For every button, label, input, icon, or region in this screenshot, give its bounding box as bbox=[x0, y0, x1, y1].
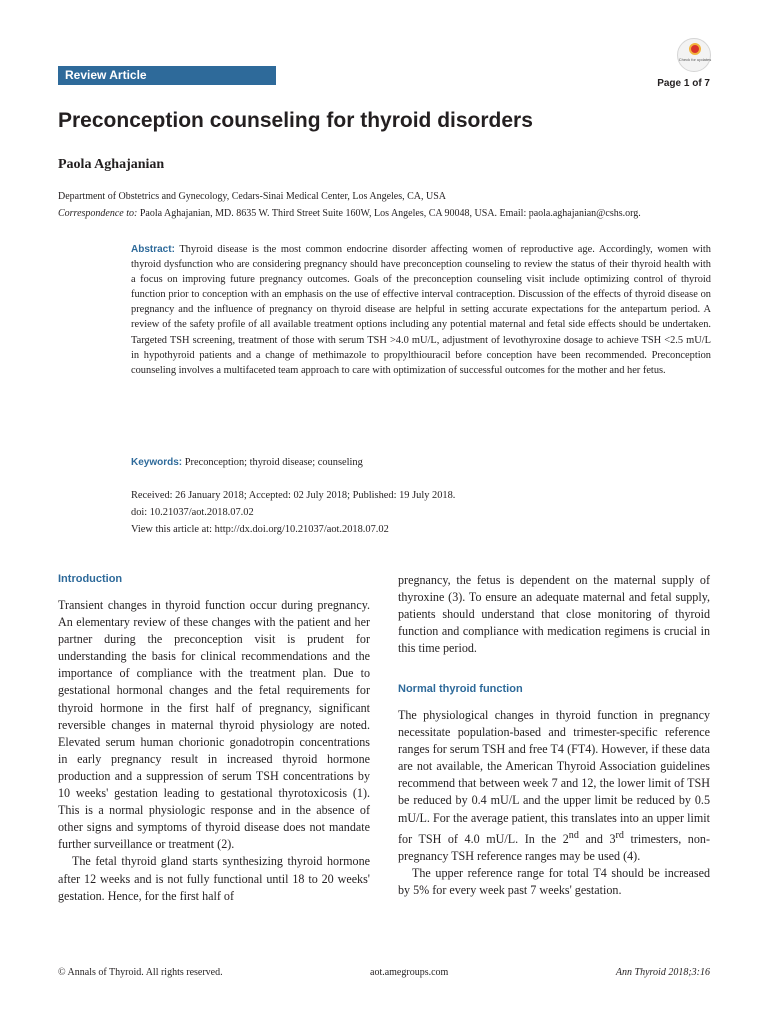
abstract bbox=[131, 242, 711, 378]
check-for-updates-badge[interactable] bbox=[677, 38, 711, 72]
citation: Ann Thyroid 2018;3:16 bbox=[615, 967, 710, 978]
abstract-label: Abstract: bbox=[131, 244, 175, 255]
right-column-top bbox=[398, 572, 710, 657]
left-column bbox=[58, 597, 370, 905]
page-number: Page 1 of 7 bbox=[657, 78, 710, 89]
article-link[interactable]: View this article at: http://dx.doi.org/10.21037/aot.2018.07.02 bbox=[131, 524, 389, 535]
correspondence-label: Correspondence to: bbox=[58, 208, 138, 219]
copyright: © Annals of Thyroid. All rights reserved. bbox=[58, 967, 223, 978]
paragraph: The physiological changes in thyroid function in pregnancy necessitate population-based and trimester-specific reference ranges for serum TSH and free T4 (FT4). However, if these data are not available, the American Thyroid Association guidelines recommend that between week 7 and 12, the lower limit of TSH be reduced by 0.4 mU/L and the upper limit be reduced by 0.5 mU/L. For the average patient, this translates into an upper limit for TSH of 4.0 mU/L. In the 2nd and 3rd trimesters, non-pregnancy TSH reference ranges may be used (4). bbox=[398, 708, 710, 863]
doi: doi: 10.21037/aot.2018.07.02 bbox=[131, 507, 254, 518]
keywords-text: Preconception; thyroid disease; counseling bbox=[184, 457, 363, 468]
paragraph: The fetal thyroid gland starts synthesizing thyroid hormone after 12 weeks and is not fully functional until 18 to 20 weeks' gestation. Hence, for the first half of bbox=[58, 854, 370, 903]
keywords bbox=[131, 457, 363, 468]
paragraph: Transient changes in thyroid function occur during pregnancy. An elementary review of these changes with the patient and her partner during the preconception visit is prudent for understanding the basis for clinical recommendations and the importance of compliance with the treatment plan. Due to gestational hormonal changes and the fetal requirements for thyroid hormone in the first half of pregnancy, significant reversible changes in maternal thyroid physiology are noted. Elevated serum human chorionic gonadotropin concentrations in early pregnancy result in increased thyroid hormone production and a suppression of serum TSH concentrations by 10 weeks' gestation leading to gestational thyrotoxicosis (1). This is a normal physiologic response and in the absence of other signs and symptoms of thyroid disease does not mandate further surveillance or treatment (2). bbox=[58, 598, 370, 852]
publication-dates: Received: 26 January 2018; Accepted: 02 July 2018; Published: 19 July 2018. bbox=[131, 490, 456, 501]
correspondence bbox=[58, 208, 641, 219]
journal-site[interactable]: aot.amegroups.com bbox=[370, 967, 449, 978]
article-title: Preconception counseling for thyroid disorders bbox=[58, 109, 533, 132]
keywords-label: Keywords: bbox=[131, 457, 183, 468]
affiliation: Department of Obstetrics and Gynecology, Cedars-Sinai Medical Center, Los Angeles, CA, USA bbox=[58, 191, 447, 202]
section-heading-introduction: Introduction bbox=[58, 573, 123, 585]
article-type-banner: Review Article bbox=[58, 66, 276, 85]
paragraph: The upper reference range for total T4 should be increased by 5% for every week past 7 weeks' gestation. bbox=[398, 865, 710, 897]
section-heading-normal-thyroid-function: Normal thyroid function bbox=[398, 683, 523, 695]
badge-label: Check for updates bbox=[678, 57, 712, 62]
correspondence-text: Paola Aghajanian, MD. 8635 W. Third Street Suite 160W, Los Angeles, CA 90048, USA. Email: paola.aghajanian@cshs.org. bbox=[139, 208, 641, 219]
right-column bbox=[398, 707, 710, 899]
update-icon bbox=[689, 43, 701, 55]
paragraph: pregnancy, the fetus is dependent on the maternal supply of thyroxine (3). To ensure an adequate maternal and fetal supply, patients should understand that close monitoring of thyroid function and compliance with medication regimens is crucial in this time period. bbox=[398, 573, 710, 656]
abstract-text: Thyroid disease is the most common endocrine disorder affecting women of reproductive age. Accordingly, women with thyroid dysfunction who are considering pregnancy should have preconception counseling to review the status of their thyroid health with a focus on improving future pregnancy outcomes. Goals of the preconception counseling visit include optimizing control of thyroid function prior to conception with an emphasis on the use of effective interval contraception. Discussion of the effects of thyroid disease on pregnancy and the influence of pregnancy on thyroid disease are helpful in setting accurate expectations for the antepartum period. A review of the safety profile of all available treatment options including any potential maternal and fetal side effects should be undertaken. Targeted TSH screening, treatment of those with serum TSH >4.0 mU/L, adjustment of levothyroxine dosage to achieve TSH <2.5 mU/L in hypothyroid patients and a change of methimazole to propylthiouracil before conception have been recommended. Preconception counseling involves a multifaceted team approach to care with optimization of successful outcomes for the mother and her fetus. bbox=[131, 244, 711, 376]
author-name: Paola Aghajanian bbox=[58, 157, 165, 172]
